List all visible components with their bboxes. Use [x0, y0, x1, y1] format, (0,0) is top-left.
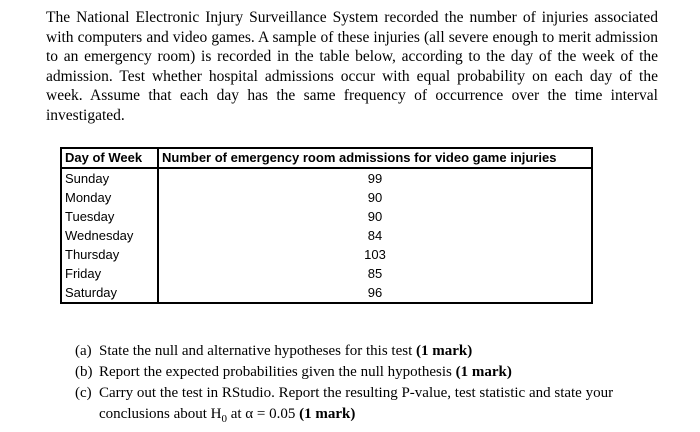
table-row — [61, 264, 592, 283]
column-header-admissions: Number of emergency room admissions for video game injuries — [158, 148, 592, 168]
question-text-body: Carry out the test in RStudio. Report the resulting P-value, test statistic and state your conclusions about H — [99, 385, 614, 422]
count-cell: 85 — [367, 266, 383, 281]
question-label: (a) — [75, 343, 92, 359]
question-text-body: Report the expected probabilities given the null hypothesis — [99, 364, 456, 380]
h-naught-subscript: 0 — [221, 413, 227, 425]
question-text — [99, 341, 659, 362]
count-cell: 90 — [367, 190, 383, 205]
column-header-day-of-week: Day of Week — [61, 148, 158, 168]
table-header-row — [61, 148, 592, 168]
table-row — [61, 207, 592, 226]
count-cell: 99 — [367, 171, 383, 186]
mark-allocation: (1 mark) — [299, 406, 356, 422]
table-row — [61, 245, 592, 264]
question-b — [75, 362, 659, 383]
day-cell: Friday — [61, 264, 158, 283]
question-text-body: at α = 0.05 — [226, 406, 300, 422]
day-cell: Wednesday — [61, 226, 158, 245]
count-cell: 84 — [367, 228, 383, 243]
table-row — [61, 283, 592, 303]
count-cell: 103 — [364, 247, 386, 262]
problem-statement: The National Electronic Injury Surveillance System recorded the number of injuries associated with computers and video games. A sample of these injuries (all severe enough to merit admission to an emergency room) is recorded in the table below, according to the day of the week of the admission. Test whether hospital admissions occur with equal probability on each day of the week. Assume that each day has the same frequency of occurrence over the time interval investigated. — [46, 9, 658, 124]
count-cell: 90 — [367, 209, 383, 224]
table-row — [61, 188, 592, 207]
question-text — [99, 383, 659, 425]
day-cell: Saturday — [61, 283, 158, 303]
mark-allocation: (1 mark) — [455, 364, 512, 380]
question-text-body: State the null and alternative hypotheses for this test — [99, 343, 417, 359]
table-row — [61, 226, 592, 245]
day-cell: Monday — [61, 188, 158, 207]
day-cell: Sunday — [61, 168, 158, 188]
table-row — [61, 168, 592, 188]
day-cell: Thursday — [61, 245, 158, 264]
question-label: (c) — [75, 385, 92, 401]
questions-list — [75, 341, 659, 425]
question-label: (b) — [75, 364, 93, 380]
admissions-table — [60, 147, 593, 304]
question-text — [99, 362, 659, 383]
question-c — [75, 383, 659, 425]
count-cell: 96 — [367, 285, 383, 300]
mark-allocation: (1 mark) — [416, 343, 473, 359]
question-a — [75, 341, 659, 362]
day-cell: Tuesday — [61, 207, 158, 226]
